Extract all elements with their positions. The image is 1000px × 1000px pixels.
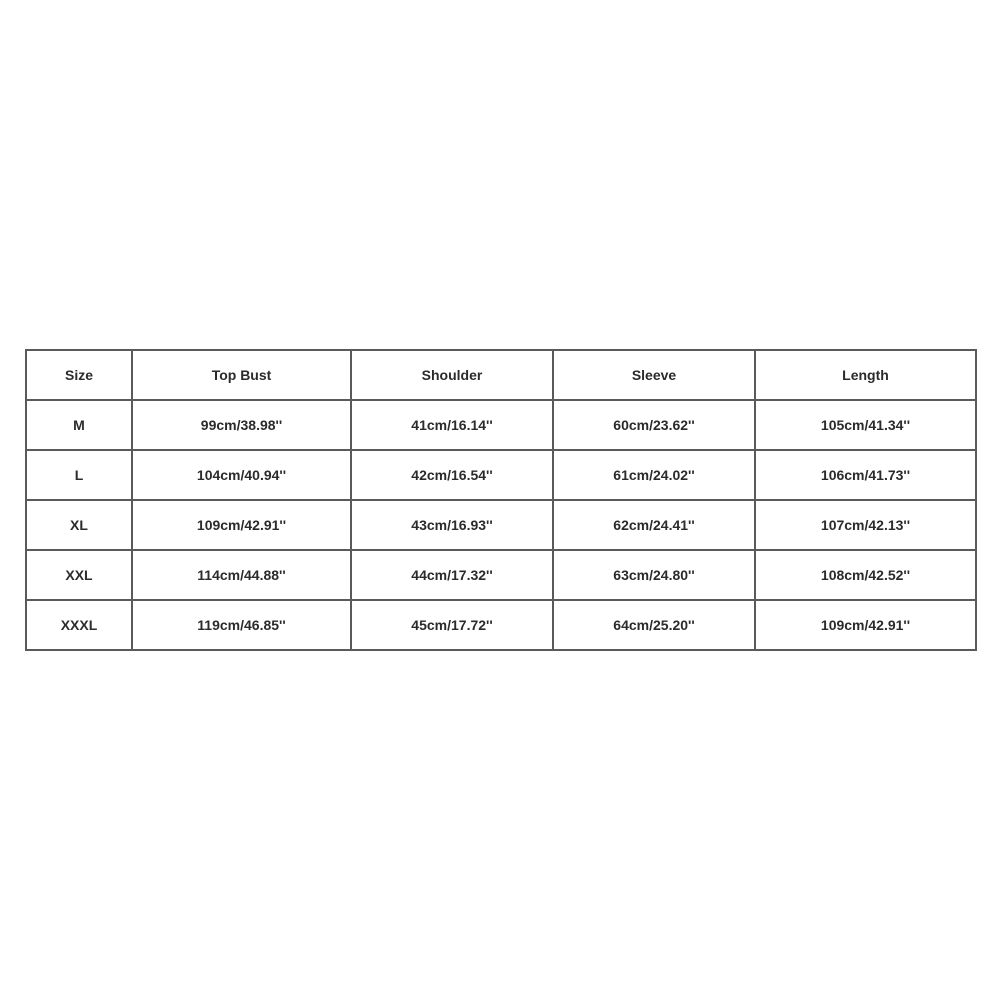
cell-size: XXXL <box>26 600 132 650</box>
table-row <box>26 550 976 600</box>
cell-top-bust: 109cm/42.91'' <box>132 500 351 550</box>
cell-shoulder: 43cm/16.93'' <box>351 500 553 550</box>
table-row <box>26 500 976 550</box>
header-length: Length <box>755 350 976 400</box>
cell-shoulder: 41cm/16.14'' <box>351 400 553 450</box>
size-chart-table <box>25 349 977 651</box>
cell-sleeve: 63cm/24.80'' <box>553 550 755 600</box>
cell-top-bust: 119cm/46.85'' <box>132 600 351 650</box>
header-sleeve: Sleeve <box>553 350 755 400</box>
cell-sleeve: 62cm/24.41'' <box>553 500 755 550</box>
cell-size: L <box>26 450 132 500</box>
cell-shoulder: 45cm/17.72'' <box>351 600 553 650</box>
table-row <box>26 450 976 500</box>
table-row <box>26 400 976 450</box>
header-top-bust: Top Bust <box>132 350 351 400</box>
cell-top-bust: 99cm/38.98'' <box>132 400 351 450</box>
table-row <box>26 600 976 650</box>
cell-size: M <box>26 400 132 450</box>
cell-length: 105cm/41.34'' <box>755 400 976 450</box>
header-size: Size <box>26 350 132 400</box>
header-row <box>26 350 976 400</box>
cell-top-bust: 104cm/40.94'' <box>132 450 351 500</box>
cell-sleeve: 64cm/25.20'' <box>553 600 755 650</box>
cell-length: 107cm/42.13'' <box>755 500 976 550</box>
cell-shoulder: 42cm/16.54'' <box>351 450 553 500</box>
cell-shoulder: 44cm/17.32'' <box>351 550 553 600</box>
cell-top-bust: 114cm/44.88'' <box>132 550 351 600</box>
cell-length: 109cm/42.91'' <box>755 600 976 650</box>
cell-length: 108cm/42.52'' <box>755 550 976 600</box>
cell-sleeve: 60cm/23.62'' <box>553 400 755 450</box>
cell-sleeve: 61cm/24.02'' <box>553 450 755 500</box>
cell-size: XXL <box>26 550 132 600</box>
cell-length: 106cm/41.73'' <box>755 450 976 500</box>
header-shoulder: Shoulder <box>351 350 553 400</box>
cell-size: XL <box>26 500 132 550</box>
